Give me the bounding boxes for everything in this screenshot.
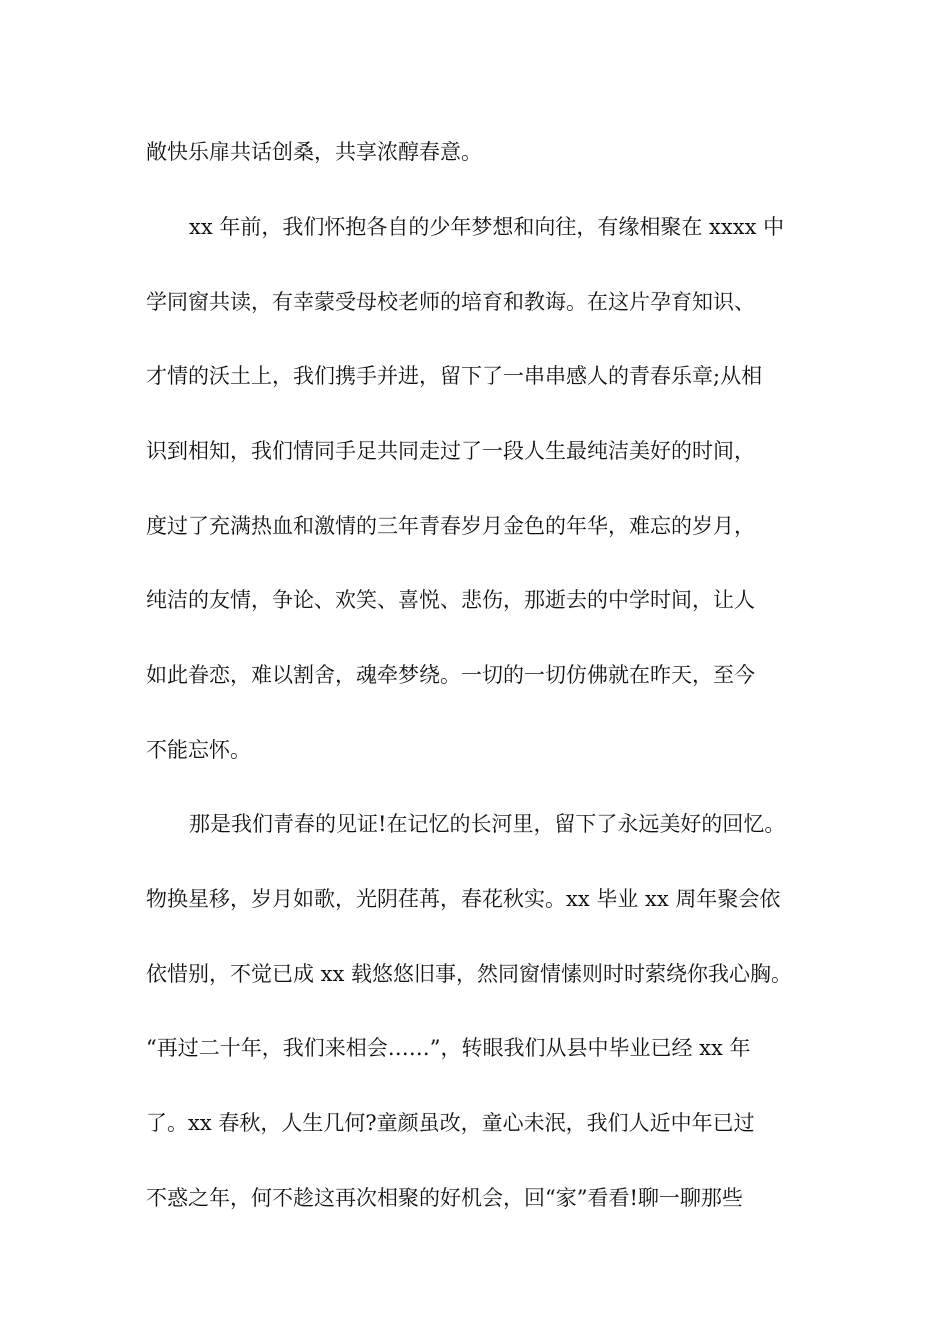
text-line-7: 纯洁的友情，争论、欢笑、喜悦、悲伤，那逝去的中学时间，让人 <box>146 588 755 612</box>
text-line-11: 物换星移，岁月如歌，光阴荏苒，春花秋实。xx 毕业 xx 周年聚会依 <box>146 887 781 911</box>
text-line-8: 如此眷恋，难以割舍，魂牵梦绕。一切的一切仿佛就在昨天，至今 <box>146 663 755 687</box>
text-line-3: 学同窗共读，有幸蒙受母校老师的培育和教诲。在这片孕育知识、 <box>146 290 755 314</box>
text-line-12: 依惜别，不觉已成 xx 载悠悠旧事，然同窗情愫则时时萦绕你我心胸。 <box>146 962 793 986</box>
text-line-14: 了。xx 春秋，人生几何?童颜虽改，童心未泯，我们人近中年已过 <box>146 1111 755 1135</box>
text-line-4: 才情的沃土上，我们携手并进，留下了一串串感人的青春乐章;从相 <box>146 364 763 388</box>
text-line-2: xx 年前，我们怀抱各自的少年梦想和向往，有缘相聚在 xxxx 中 <box>189 215 785 239</box>
text-line-15: 不惑之年，何不趁这再次相聚的好机会，回“家”看看!聊一聊那些 <box>146 1186 743 1210</box>
text-line-5: 识到相知，我们情同手足共同走过了一段人生最纯洁美好的时间， <box>146 439 755 463</box>
text-line-1: 敞快乐扉共话创桑，共享浓醇春意。 <box>146 140 482 164</box>
text-line-13: “再过二十年，我们来相会……”，转眼我们从县中毕业已经 xx 年 <box>146 1036 751 1060</box>
text-line-6: 度过了充满热血和激情的三年青春岁月金色的年华，难忘的岁月， <box>146 514 755 538</box>
text-line-10: 那是我们青春的见证!在记忆的长河里，留下了永远美好的回忆。 <box>189 812 786 836</box>
text-line-9: 不能忘怀。 <box>146 738 251 762</box>
